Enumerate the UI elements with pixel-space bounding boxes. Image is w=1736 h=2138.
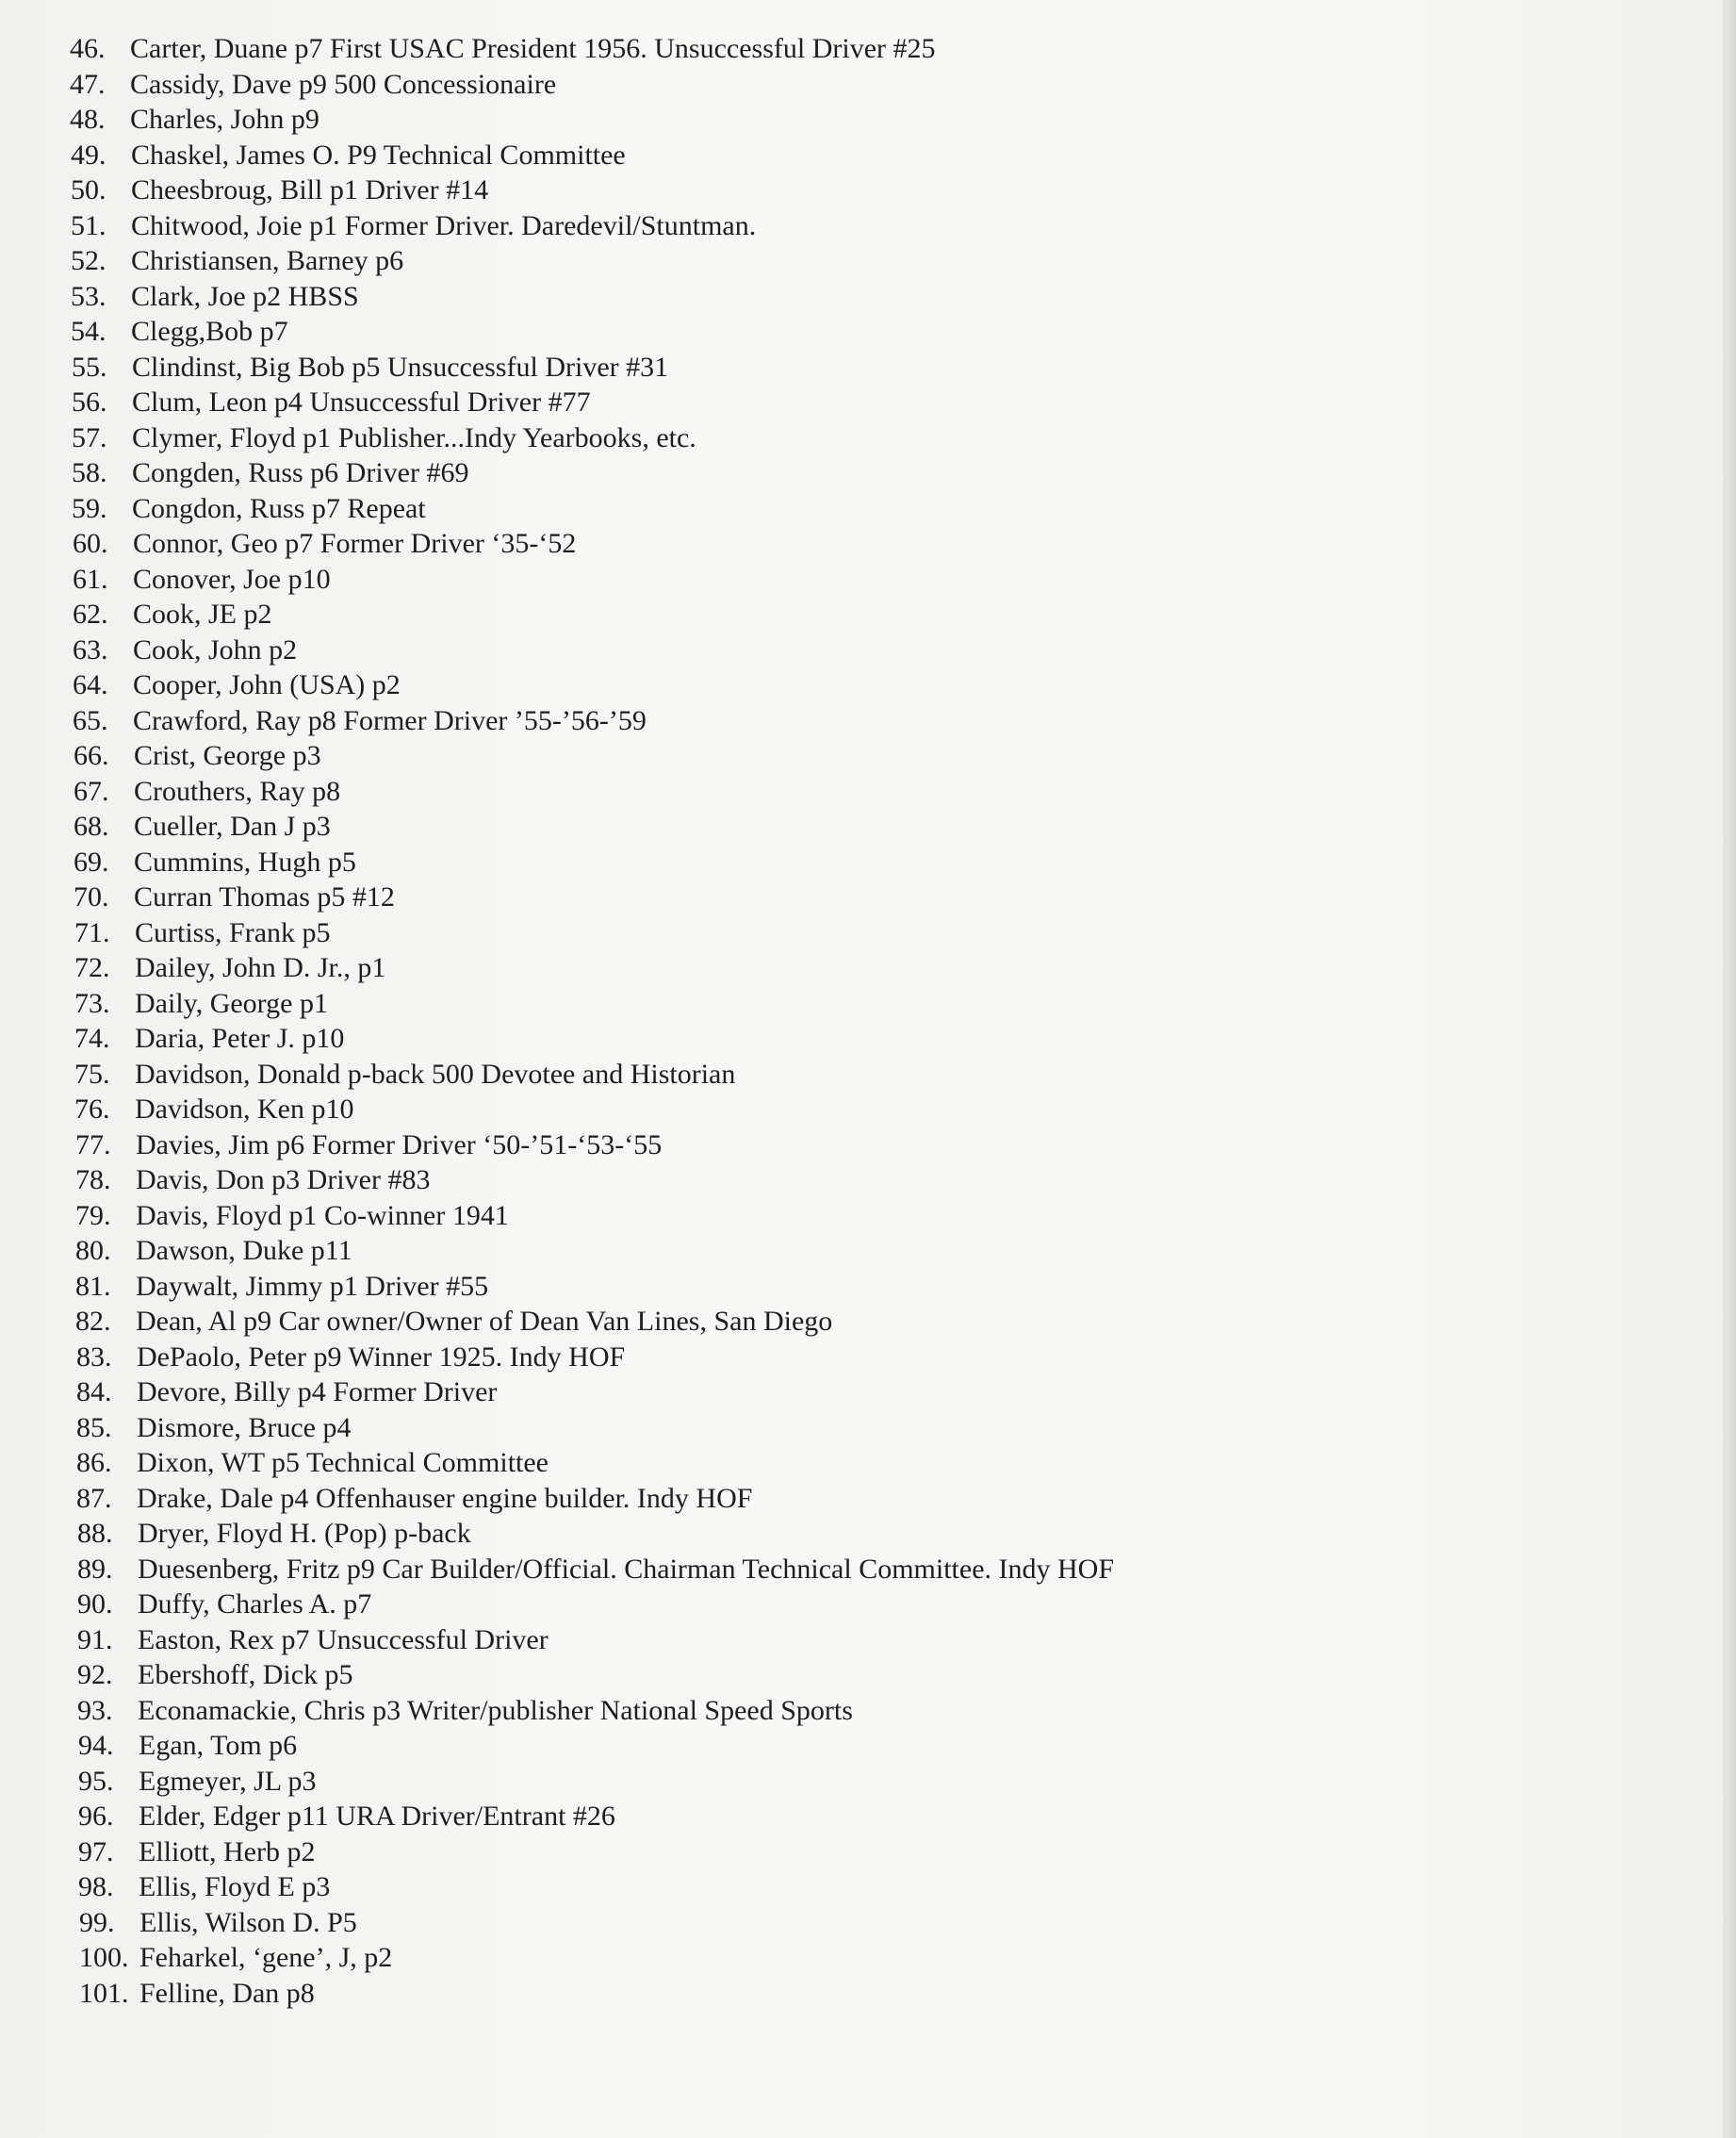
list-item <box>0 562 331 598</box>
entry-number: 80. <box>75 1235 111 1266</box>
entry-number: 97. <box>78 1835 114 1867</box>
entry-number: 86. <box>76 1447 112 1478</box>
entry-number: 90. <box>77 1588 113 1620</box>
entry-number: 48. <box>70 104 106 135</box>
entry-text: Duffy, Charles A. p7 <box>138 1588 372 1620</box>
list-item <box>4 1552 1115 1587</box>
list-item <box>1 1021 345 1057</box>
list-item <box>0 633 298 668</box>
entry-number: 77. <box>75 1128 111 1160</box>
entry-number: 71. <box>74 916 110 948</box>
entry-text: Christiansen, Barney p6 <box>131 245 404 276</box>
entry-number: 50. <box>71 174 106 206</box>
entry-number: 89. <box>77 1553 113 1585</box>
entry-text: Cooper, John (USA) p2 <box>133 669 401 700</box>
entry-text: Clindinst, Big Bob p5 Unsuccessful Driver #31 <box>132 351 669 383</box>
entry-text: Cummins, Hugh p5 <box>134 846 356 878</box>
entry-text: Chaskel, James O. P9 Technical Committee <box>131 139 626 171</box>
list-item <box>2 1233 352 1269</box>
list-item <box>0 703 647 739</box>
list-item <box>0 774 341 810</box>
list-item <box>4 1693 853 1729</box>
entry-number: 92. <box>77 1659 113 1690</box>
list-item <box>4 1622 549 1658</box>
entry-number: 87. <box>76 1482 112 1514</box>
list-item <box>1 915 331 951</box>
entry-number: 94. <box>78 1730 114 1761</box>
entry-number: 76. <box>74 1094 110 1125</box>
entry-text: Congden, Russ p6 Driver #69 <box>132 457 469 488</box>
entry-text: Easton, Rex p7 Unsuccessful Driver <box>138 1623 549 1655</box>
entry-text: DePaolo, Peter p9 Winner 1925. Indy HOF <box>137 1340 626 1373</box>
list-item <box>2 1198 509 1234</box>
entry-number: 68. <box>74 811 109 842</box>
entry-number: 59. <box>72 492 107 524</box>
list-item <box>0 243 404 279</box>
entry-text: Dryer, Floyd H. (Pop) p-back <box>138 1518 471 1549</box>
entry-text: Connor, Geo p7 Former Driver ‘35-‘52 <box>133 528 577 559</box>
entry-number: 79. <box>75 1199 111 1231</box>
entry-text: Clegg,Bob p7 <box>131 316 288 347</box>
list-item <box>0 314 288 350</box>
entry-text: Duesenberg, Fritz p9 Car Builder/Official. Chairman Technical Committee. Indy HOF <box>138 1553 1115 1585</box>
list-item <box>5 1799 615 1834</box>
entry-number: 100. <box>79 1942 129 1973</box>
entry-number: 74. <box>74 1023 110 1054</box>
entry-number: 55. <box>72 351 107 383</box>
list-item <box>4 1587 372 1622</box>
entry-number: 91. <box>77 1623 113 1655</box>
entry-number: 69. <box>74 846 109 878</box>
entry-text: Clark, Joe p2 HBSS <box>131 280 359 312</box>
entry-text: Davis, Don p3 Driver #83 <box>136 1164 431 1195</box>
list-item <box>2 1304 833 1340</box>
entry-number: 101. <box>79 1977 129 2009</box>
entry-number: 72. <box>74 952 110 983</box>
entry-text: Cook, John p2 <box>133 633 298 666</box>
entry-text: Conover, Joe p10 <box>133 563 331 595</box>
entry-number: 66. <box>74 740 109 771</box>
list-item <box>0 597 272 633</box>
entry-text: Crist, George p3 <box>134 740 321 771</box>
entry-number: 78. <box>75 1164 111 1195</box>
list-item <box>0 138 626 173</box>
entry-number: 84. <box>76 1376 112 1407</box>
list-item <box>1 1057 736 1093</box>
entry-text: Dean, Al p9 Car owner/Owner of Dean Van Lines, San Diego <box>136 1306 833 1337</box>
entry-text: Drake, Dale p4 Offenhauser engine builder. Indy HOF <box>137 1482 753 1514</box>
entry-list <box>0 31 1115 2011</box>
entry-text: Crouthers, Ray p8 <box>134 775 341 807</box>
entry-number: 82. <box>75 1306 111 1337</box>
list-item <box>4 1516 471 1552</box>
entry-number: 95. <box>78 1765 114 1797</box>
list-item <box>5 1764 317 1800</box>
list-item <box>4 1657 353 1693</box>
list-item <box>5 1834 316 1870</box>
entry-number: 52. <box>71 245 106 276</box>
entry-text: Chitwood, Joie p1 Former Driver. Daredevil/Stuntman. <box>131 209 757 241</box>
entry-text: Charles, John p9 <box>130 104 319 135</box>
list-item <box>0 455 469 491</box>
entry-number: 46. <box>70 33 106 64</box>
entry-number: 70. <box>74 881 109 913</box>
entry-text: Egan, Tom p6 <box>139 1730 298 1761</box>
entry-text: Daywalt, Jimmy p1 Driver #55 <box>136 1270 489 1302</box>
list-item <box>0 845 356 880</box>
list-item <box>0 526 577 562</box>
entry-text: Ebershoff, Dick p5 <box>138 1659 353 1690</box>
entry-number: 63. <box>73 633 108 666</box>
entry-text: Egmeyer, JL p3 <box>139 1765 317 1797</box>
entry-text: Ellis, Floyd E p3 <box>139 1871 331 1902</box>
entry-number: 96. <box>78 1801 114 1832</box>
entry-number: 57. <box>72 421 107 453</box>
entry-text: Davidson, Ken p10 <box>135 1094 354 1125</box>
entry-text: Feharkel, ‘gene’, J, p2 <box>139 1942 393 1973</box>
entry-number: 81. <box>75 1270 111 1302</box>
entry-text: Daily, George p1 <box>135 987 328 1019</box>
list-item <box>3 1374 498 1410</box>
list-item <box>0 738 321 774</box>
list-item <box>5 1728 298 1764</box>
entry-text: Cassidy, Dave p9 500 Concessionaire <box>130 68 557 100</box>
entry-text: Ellis, Wilson D. P5 <box>139 1906 357 1938</box>
entry-number: 99. <box>79 1906 115 1938</box>
entry-number: 54. <box>71 316 106 347</box>
list-item <box>2 1127 663 1163</box>
entry-text: Congdon, Russ p7 Repeat <box>132 492 426 524</box>
list-item <box>0 667 401 703</box>
list-item <box>0 31 936 67</box>
entry-number: 98. <box>78 1871 114 1902</box>
entry-number: 53. <box>71 280 106 312</box>
entry-number: 73. <box>74 987 110 1019</box>
entry-text: Curtiss, Frank p5 <box>135 916 331 948</box>
entry-text: Cueller, Dan J p3 <box>134 811 331 842</box>
entry-number: 60. <box>73 528 108 559</box>
page-edge <box>1723 0 1736 2138</box>
entry-number: 75. <box>74 1058 110 1090</box>
list-item <box>0 385 591 420</box>
entry-number: 58. <box>72 457 107 488</box>
entry-text: Dawson, Duke p11 <box>136 1235 352 1266</box>
entry-text: Clum, Leon p4 Unsuccessful Driver #77 <box>132 386 591 418</box>
list-item <box>1 950 386 986</box>
entry-text: Davies, Jim p6 Former Driver ‘50-’51-‘53-‘55 <box>136 1128 663 1160</box>
entry-number: 65. <box>73 704 108 736</box>
list-item <box>0 173 489 208</box>
list-item <box>3 1340 626 1375</box>
list-item <box>0 880 395 915</box>
entry-number: 93. <box>77 1694 113 1726</box>
entry-text: Felline, Dan p8 <box>139 1977 315 2009</box>
entry-text: Clymer, Floyd p1 Publisher...Indy Yearbooks, etc. <box>132 421 696 453</box>
entry-number: 67. <box>74 775 109 807</box>
list-item <box>0 102 319 138</box>
entry-number: 61. <box>73 563 108 595</box>
entry-text: Econamackie, Chris p3 Writer/publisher National Speed Sports <box>138 1694 853 1726</box>
list-item <box>3 1481 753 1517</box>
list-item <box>1 986 328 1022</box>
entry-text: Devore, Billy p4 Former Driver <box>137 1376 498 1407</box>
entry-number: 56. <box>72 386 107 418</box>
list-item <box>0 420 696 456</box>
entry-number: 51. <box>71 209 106 241</box>
entry-number: 83. <box>76 1340 112 1373</box>
entry-text: Cook, JE p2 <box>133 599 272 630</box>
list-item <box>0 67 557 103</box>
list-item <box>0 208 757 244</box>
list-item <box>0 491 426 527</box>
entry-text: Dismore, Bruce p4 <box>137 1411 352 1443</box>
list-item <box>0 809 331 845</box>
entry-text: Elder, Edger p11 URA Driver/Entrant #26 <box>139 1801 615 1832</box>
entry-text: Davis, Floyd p1 Co-winner 1941 <box>136 1199 509 1231</box>
entry-text: Elliott, Herb p2 <box>139 1835 316 1867</box>
list-item <box>0 350 669 386</box>
entry-number: 62. <box>73 599 108 630</box>
entry-text: Curran Thomas p5 #12 <box>134 881 395 913</box>
entry-text: Carter, Duane p7 First USAC President 1956. Unsuccessful Driver #25 <box>130 33 936 64</box>
entry-text: Davidson, Donald p-back 500 Devotee and Historian <box>135 1058 736 1090</box>
entry-number: 88. <box>77 1518 113 1549</box>
list-item <box>0 279 359 315</box>
entry-text: Daria, Peter J. p10 <box>135 1023 345 1054</box>
entry-number: 49. <box>71 139 106 171</box>
entry-text: Dailey, John D. Jr., p1 <box>135 952 386 983</box>
entry-number: 47. <box>70 68 106 100</box>
list-item <box>5 1869 331 1905</box>
entry-text: Dixon, WT p5 Technical Committee <box>137 1447 549 1478</box>
entry-number: 85. <box>76 1411 112 1443</box>
list-item <box>2 1269 489 1305</box>
list-item <box>3 1410 352 1446</box>
list-item <box>1 1092 354 1127</box>
entry-text: Cheesbroug, Bill p1 Driver #14 <box>131 174 489 206</box>
list-item <box>3 1445 549 1481</box>
list-item <box>2 1162 431 1198</box>
entry-text: Crawford, Ray p8 Former Driver ’55-’56-’59 <box>133 704 647 736</box>
entry-number: 64. <box>73 669 108 700</box>
